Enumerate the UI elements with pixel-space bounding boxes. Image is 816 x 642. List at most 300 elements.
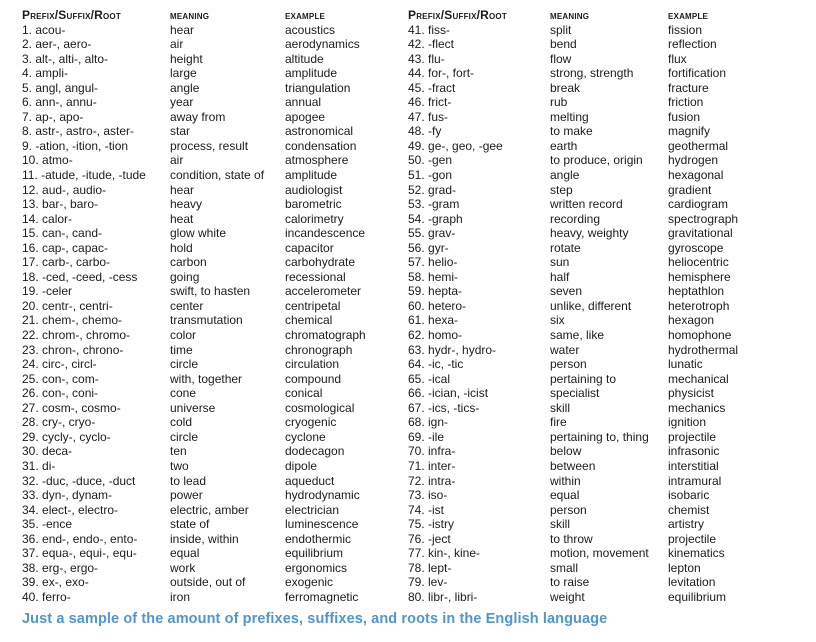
caption: Just a sample of the amount of prefixes, suffixes, and roots in the English language <box>22 611 608 628</box>
example-cell: artistry <box>668 517 704 532</box>
table-row <box>22 284 402 299</box>
table-row <box>22 95 402 110</box>
meaning-cell: iron <box>170 589 191 604</box>
term-cell: 10. atmo- <box>22 153 73 168</box>
term-cell: 7. ap-, apo- <box>22 109 84 124</box>
table-row <box>408 168 802 183</box>
example-cell: cardiogram <box>668 197 729 212</box>
example-cell: gravitational <box>668 226 733 241</box>
table-row <box>22 139 402 154</box>
table-row <box>408 488 802 503</box>
term-cell: 67. -ics, -tics- <box>408 400 480 415</box>
meaning-cell: circle <box>170 429 199 444</box>
example-cell: electrician <box>285 502 340 517</box>
meaning-cell: melting <box>550 109 589 124</box>
term-cell: 11. -atude, -itude, -tude <box>22 168 146 183</box>
meaning-cell: flow <box>550 51 572 66</box>
term-cell: 61. hexa- <box>408 313 459 328</box>
meaning-cell: angle <box>170 80 200 95</box>
example-cell: calorimetry <box>285 211 344 226</box>
term-cell: 20. centr-, centri- <box>22 298 113 313</box>
table-row <box>22 532 402 547</box>
meaning-cell: heat <box>170 211 194 226</box>
meaning-cell: same, like <box>550 328 605 343</box>
example-cell: condensation <box>285 138 357 153</box>
term-cell: 40. ferro- <box>22 589 71 604</box>
meaning-cell: specialist <box>550 386 600 401</box>
example-cell: magnify <box>668 124 711 139</box>
column-header-example: example <box>285 8 326 22</box>
example-cell: fusion <box>668 109 701 124</box>
example-cell: mechanical <box>668 371 729 386</box>
meaning-cell: pertaining to <box>550 371 617 386</box>
table-row <box>22 561 402 576</box>
term-cell: 32. -duc, -duce, -duct <box>22 473 136 488</box>
meaning-cell: water <box>550 342 580 357</box>
meaning-cell: step <box>550 182 573 197</box>
table-row <box>22 212 402 227</box>
example-cell: luminescence <box>285 517 359 532</box>
table-row <box>408 183 802 198</box>
example-cell: fracture <box>668 80 709 95</box>
table-row <box>22 372 402 387</box>
table-block-left <box>22 8 402 604</box>
term-cell: 45. -fract <box>408 80 456 95</box>
example-cell: hexagonal <box>668 168 724 183</box>
header-row <box>22 8 402 23</box>
meaning-cell: star <box>170 124 191 139</box>
meaning-cell: earth <box>550 138 578 153</box>
table-row <box>22 168 402 183</box>
meaning-cell: strong, strength <box>550 66 634 81</box>
table-row <box>408 197 802 212</box>
example-cell: aerodynamics <box>285 37 360 52</box>
term-cell: 38. erg-, ergo- <box>22 560 99 575</box>
example-cell: carbohydrate <box>285 255 356 270</box>
table-row <box>22 328 402 343</box>
term-cell: 39. ex-, exo- <box>22 575 89 590</box>
example-cell: reflection <box>668 37 717 52</box>
example-cell: projectile <box>668 429 717 444</box>
term-cell: 33. dyn-, dynam- <box>22 488 113 503</box>
table-row <box>408 546 802 561</box>
term-cell: 66. -ician, -icist <box>408 386 489 401</box>
example-cell: hydrodynamic <box>285 488 360 503</box>
example-cell: gradient <box>668 182 712 197</box>
table-row <box>408 212 802 227</box>
meaning-cell: circle <box>170 357 199 372</box>
table-row <box>408 401 802 416</box>
table-row <box>408 444 802 459</box>
meaning-cell: rotate <box>550 240 581 255</box>
meaning-cell: process, result <box>170 138 249 153</box>
example-cell: conical <box>285 386 323 401</box>
term-cell: 42. -flect <box>408 37 455 52</box>
example-cell: lepton <box>668 560 701 575</box>
example-cell: endothermic <box>285 531 352 546</box>
example-cell: dodecagon <box>285 444 345 459</box>
table-row <box>408 226 802 241</box>
table-row <box>22 241 402 256</box>
table-row <box>408 52 802 67</box>
term-cell: 76. -ject <box>408 531 451 546</box>
table-row <box>22 444 402 459</box>
term-cell: 8. astr-, astro-, aster- <box>22 124 135 139</box>
table-row <box>22 81 402 96</box>
example-cell: geothermal <box>668 138 729 153</box>
table-row <box>22 386 402 401</box>
table-row <box>22 153 402 168</box>
meaning-cell: sun <box>550 255 570 270</box>
table-row <box>22 52 402 67</box>
example-cell: isobaric <box>668 488 710 503</box>
table-row <box>408 110 802 125</box>
meaning-cell: heavy, weighty <box>550 226 629 241</box>
example-cell: lunatic <box>668 357 703 372</box>
meaning-cell: glow white <box>170 226 227 241</box>
term-cell: 79. lev- <box>408 575 448 590</box>
table-row <box>22 299 402 314</box>
meaning-cell: to make <box>550 124 593 139</box>
table-row <box>408 284 802 299</box>
meaning-cell: skill <box>550 517 570 532</box>
meaning-cell: half <box>550 269 570 284</box>
example-cell: homophone <box>668 328 732 343</box>
meaning-cell: state of <box>170 517 210 532</box>
example-cell: accelerometer <box>285 284 362 299</box>
example-cell: aqueduct <box>285 473 335 488</box>
example-cell: astronomical <box>285 124 354 139</box>
table-row <box>408 590 802 605</box>
meaning-cell: height <box>170 51 203 66</box>
example-cell: circulation <box>285 357 340 372</box>
term-cell: 35. -ence <box>22 517 73 532</box>
term-cell: 16. cap-, capac- <box>22 240 109 255</box>
meaning-cell: transmutation <box>170 313 243 328</box>
meaning-cell: fire <box>550 415 567 430</box>
example-cell: compound <box>285 371 342 386</box>
column-header-prefix-suffix-root: Prefix/Suffix/Root <box>408 8 507 22</box>
meaning-cell: to raise <box>550 575 590 590</box>
term-cell: 80. libr-, libri- <box>408 589 478 604</box>
term-cell: 56. gyr- <box>408 240 449 255</box>
table-row <box>408 532 802 547</box>
example-cell: acoustics <box>285 22 336 37</box>
table-row <box>22 183 402 198</box>
example-cell: mechanics <box>668 400 726 415</box>
example-cell: barometric <box>285 197 342 212</box>
meaning-cell: electric, amber <box>170 502 249 517</box>
example-cell: amplitude <box>285 66 338 81</box>
meaning-cell: hold <box>170 240 193 255</box>
meaning-cell: heavy <box>170 197 203 212</box>
term-cell: 65. -ical <box>408 371 451 386</box>
term-cell: 72. intra- <box>408 473 456 488</box>
table-row <box>408 430 802 445</box>
table-row <box>408 153 802 168</box>
example-cell: triangulation <box>285 80 351 95</box>
table-row <box>408 270 802 285</box>
term-cell: 71. inter- <box>408 458 456 473</box>
meaning-cell: outside, out of <box>170 575 246 590</box>
meaning-cell: time <box>170 342 193 357</box>
meaning-cell: away from <box>170 109 226 124</box>
example-cell: fission <box>668 22 703 37</box>
example-cell: annual <box>285 95 322 110</box>
meaning-cell: six <box>550 313 565 328</box>
meaning-cell: power <box>170 488 203 503</box>
table-row <box>408 357 802 372</box>
meaning-cell: condition, state of <box>170 168 265 183</box>
column-header-example: example <box>668 8 709 22</box>
term-cell: 13. bar-, baro- <box>22 197 99 212</box>
table-row <box>408 139 802 154</box>
term-cell: 55. grav- <box>408 226 456 241</box>
term-cell: 29. cycly-, cyclo- <box>22 429 111 444</box>
meaning-cell: motion, movement <box>550 546 649 561</box>
term-cell: 18. -ced, -ceed, -cess <box>22 269 138 284</box>
example-cell: infrasonic <box>668 444 720 459</box>
meaning-cell: air <box>170 153 184 168</box>
meaning-cell: split <box>550 22 572 37</box>
meaning-cell: cone <box>170 386 197 401</box>
example-cell: hemisphere <box>668 269 731 284</box>
table-row <box>408 503 802 518</box>
term-cell: 78. lept- <box>408 560 452 575</box>
example-cell: atmosphere <box>285 153 349 168</box>
term-cell: 48. -fy <box>408 124 442 139</box>
term-cell: 64. -ic, -tic <box>408 357 464 372</box>
term-cell: 43. flu- <box>408 51 445 66</box>
term-cell: 9. -ation, -ition, -tion <box>22 138 129 153</box>
example-cell: flux <box>668 51 687 66</box>
column-header-meaning: meaning <box>550 8 590 22</box>
meaning-cell: swift, to hasten <box>170 284 251 299</box>
term-cell: 5. angl, angul- <box>22 80 99 95</box>
table-row <box>408 459 802 474</box>
meaning-cell: bend <box>550 37 577 52</box>
meaning-cell: person <box>550 502 587 517</box>
term-cell: 30. deca- <box>22 444 73 459</box>
example-cell: ergonomics <box>285 560 348 575</box>
table-row <box>408 241 802 256</box>
meaning-cell: person <box>550 357 587 372</box>
meaning-cell: rub <box>550 95 568 110</box>
column-header-prefix-suffix-root: Prefix/Suffix/Root <box>22 8 121 22</box>
example-cell: chromatograph <box>285 328 366 343</box>
term-cell: 62. homo- <box>408 328 463 343</box>
example-cell: heterotroph <box>668 298 730 313</box>
term-cell: 19. -celer <box>22 284 73 299</box>
example-cell: cosmological <box>285 400 355 415</box>
column-header-meaning: meaning <box>170 8 210 22</box>
example-cell: projectile <box>668 531 717 546</box>
term-cell: 69. -ile <box>408 429 445 444</box>
table-row <box>22 197 402 212</box>
term-cell: 17. carb-, carbo- <box>22 255 111 270</box>
term-cell: 73. iso- <box>408 488 448 503</box>
term-cell: 27. cosm-, cosmo- <box>22 400 121 415</box>
term-cell: 15. can-, cand- <box>22 226 103 241</box>
example-cell: fortification <box>668 66 727 81</box>
term-cell: 63. hydr-, hydro- <box>408 342 497 357</box>
term-cell: 74. -ist <box>408 502 445 517</box>
table-row <box>22 517 402 532</box>
term-cell: 3. alt-, alti-, alto- <box>22 51 109 66</box>
meaning-cell: air <box>170 37 184 52</box>
example-cell: chemist <box>668 502 710 517</box>
meaning-cell: universe <box>170 400 216 415</box>
table-row <box>22 430 402 445</box>
table-row <box>408 299 802 314</box>
table-row <box>408 517 802 532</box>
table-row <box>22 474 402 489</box>
table-row <box>408 95 802 110</box>
table-row <box>408 474 802 489</box>
table-row <box>22 343 402 358</box>
term-cell: 1. acou- <box>22 22 66 37</box>
example-cell: chemical <box>285 313 333 328</box>
table-row <box>408 23 802 38</box>
term-cell: 23. chron-, chrono- <box>22 342 124 357</box>
term-cell: 41. fiss- <box>408 22 451 37</box>
table-row <box>22 37 402 52</box>
term-cell: 47. fus- <box>408 109 449 124</box>
table-row <box>408 575 802 590</box>
term-cell: 49. ge-, geo, -gee <box>408 138 503 153</box>
example-cell: exogenic <box>285 575 334 590</box>
term-cell: 12. aud-, audio- <box>22 182 107 197</box>
example-cell: audiologist <box>285 182 343 197</box>
example-cell: hexagon <box>668 313 715 328</box>
meaning-cell: within <box>550 473 581 488</box>
example-cell: hydrothermal <box>668 342 739 357</box>
example-cell: amplitude <box>285 168 338 183</box>
table-row <box>22 459 402 474</box>
table-row <box>22 546 402 561</box>
example-cell: chronograph <box>285 342 353 357</box>
example-cell: heptathlon <box>668 284 725 299</box>
example-cell: friction <box>668 95 704 110</box>
term-cell: 50. -gen <box>408 153 453 168</box>
term-cell: 68. ign- <box>408 415 449 430</box>
meaning-cell: written record <box>550 197 623 212</box>
table-row <box>22 401 402 416</box>
meaning-cell: carbon <box>170 255 207 270</box>
term-cell: 44. for-, fort- <box>408 66 475 81</box>
meaning-cell: to throw <box>550 531 593 546</box>
term-cell: 53. -gram <box>408 197 460 212</box>
table-row <box>408 313 802 328</box>
table-row <box>22 255 402 270</box>
meaning-cell: cold <box>170 415 193 430</box>
example-cell: interstitial <box>668 458 719 473</box>
example-cell: apogee <box>285 109 326 124</box>
example-cell: equilibrium <box>668 589 727 604</box>
example-cell: hydrogen <box>668 153 719 168</box>
table-row <box>408 386 802 401</box>
meaning-cell: ten <box>170 444 187 459</box>
example-cell: ignition <box>668 415 707 430</box>
meaning-cell: break <box>550 80 581 95</box>
term-cell: 36. end-, endo-, ento- <box>22 531 138 546</box>
meaning-cell: year <box>170 95 194 110</box>
example-cell: incandescence <box>285 226 366 241</box>
meaning-cell: center <box>170 298 204 313</box>
meaning-cell: hear <box>170 182 195 197</box>
example-cell: capacitor <box>285 240 334 255</box>
meaning-cell: between <box>550 458 596 473</box>
roots-table <box>22 8 816 604</box>
term-cell: 51. -gon <box>408 168 453 183</box>
table-row <box>408 343 802 358</box>
meaning-cell: skill <box>550 400 570 415</box>
example-cell: centripetal <box>285 298 341 313</box>
term-cell: 58. hemi- <box>408 269 459 284</box>
table-row <box>22 503 402 518</box>
example-cell: gyroscope <box>668 240 724 255</box>
meaning-cell: seven <box>550 284 583 299</box>
meaning-cell: small <box>550 560 579 575</box>
meaning-cell: below <box>550 444 582 459</box>
example-cell: recessional <box>285 269 346 284</box>
term-cell: 24. circ-, circl- <box>22 357 97 372</box>
meaning-cell: to produce, origin <box>550 153 643 168</box>
term-cell: 34. elect-, electro- <box>22 502 119 517</box>
term-cell: 28. cry-, cryo- <box>22 415 96 430</box>
term-cell: 25. con-, com- <box>22 371 99 386</box>
term-cell: 31. di- <box>22 458 56 473</box>
term-cell: 46. frict- <box>408 95 452 110</box>
meaning-cell: two <box>170 458 189 473</box>
meaning-cell: recording <box>550 211 601 226</box>
table-row <box>408 124 802 139</box>
table-row <box>22 66 402 81</box>
table-row <box>408 561 802 576</box>
meaning-cell: color <box>170 328 197 343</box>
table-row <box>22 226 402 241</box>
table-block-right <box>408 8 802 604</box>
meaning-cell: large <box>170 66 197 81</box>
table-row <box>22 357 402 372</box>
table-row <box>408 372 802 387</box>
meaning-cell: weight <box>550 589 585 604</box>
meaning-cell: with, together <box>170 371 243 386</box>
term-cell: 26. con-, coni- <box>22 386 99 401</box>
example-cell: ferromagnetic <box>285 589 359 604</box>
example-cell: kinematics <box>668 546 725 561</box>
header-row <box>408 8 802 23</box>
example-cell: cyclone <box>285 429 326 444</box>
term-cell: 59. hepta- <box>408 284 463 299</box>
table-row <box>408 66 802 81</box>
table-row <box>22 124 402 139</box>
term-cell: 37. equa-, equi-, equ- <box>22 546 137 561</box>
example-cell: altitude <box>285 51 324 66</box>
meaning-cell: work <box>170 560 196 575</box>
term-cell: 14. calor- <box>22 211 73 226</box>
table-row <box>408 328 802 343</box>
example-cell: equilibrium <box>285 546 344 561</box>
meaning-cell: unlike, different <box>550 298 632 313</box>
term-cell: 70. infra- <box>408 444 456 459</box>
table-row <box>22 415 402 430</box>
meaning-cell: equal <box>170 546 200 561</box>
term-cell: 4. ampli- <box>22 66 69 81</box>
term-cell: 54. -graph <box>408 211 463 226</box>
meaning-cell: going <box>170 269 200 284</box>
table-rows-right <box>408 23 802 605</box>
